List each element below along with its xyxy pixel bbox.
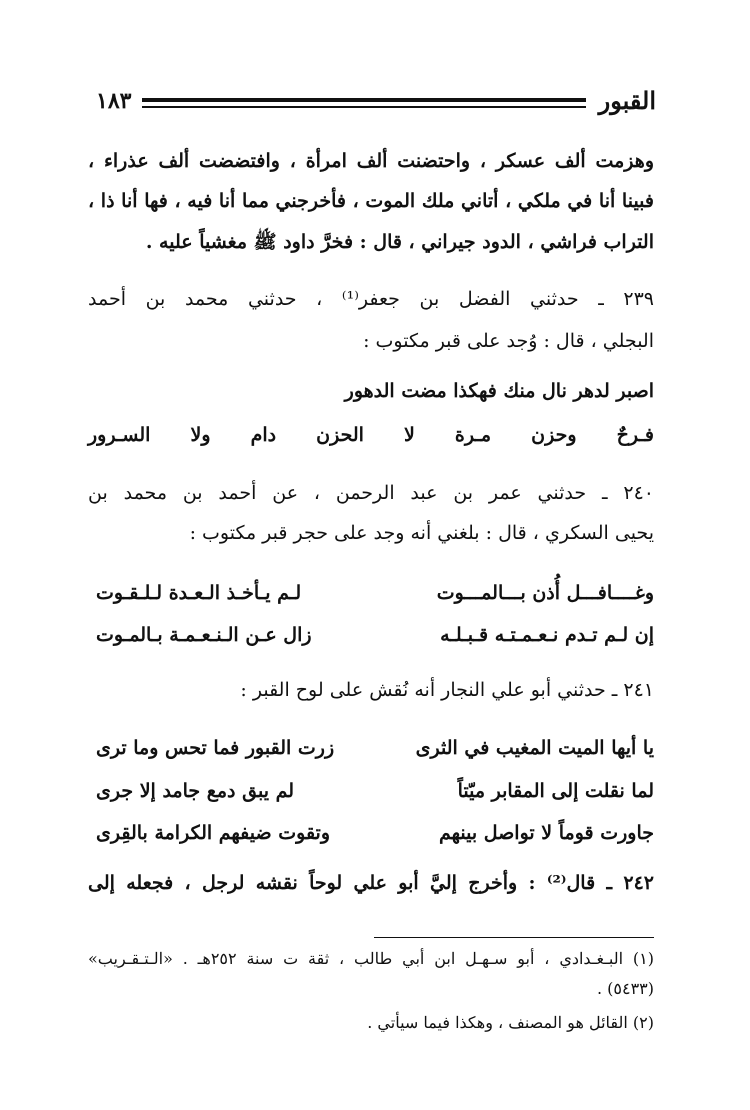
footnote-1: (١) البـغـدادي ، أبو سـهـل ابن أبي طالب ، ثقة ت سنة ٢٥٢هـ . «الـتـقـريب» <box>88 949 654 968</box>
verse-second-hemistich: وتقوت ضيفهم الكرامة بالقِرى <box>96 822 331 844</box>
verse-first-hemistich: إن لـم تـدم نـعـمـتـه قـبـلـه <box>440 624 654 646</box>
text-line: التراب فراشي ، الدود جيراني ، قال : فخرَّ داود ﷺ مغشياً عليه . <box>145 231 654 253</box>
text-line: البجلي ، قال : وُجد على قبر مكتوب : <box>363 330 654 352</box>
page-header <box>96 86 656 122</box>
poem-line: اصبر لدهر نال منك فهكذا مضت الدهور <box>344 380 654 402</box>
narration-239: ٢٣٩ ـ حدثني الفضل بن جعفر⁽¹⁾ ، حدثني محمد بن أحمد <box>88 288 654 310</box>
header-rule <box>142 98 586 108</box>
page-number: ١٨٣ <box>96 88 132 114</box>
text-line: وهزمت ألف عسكر ، واحتضنت ألف امرأة ، وافتضضت ألف عذراء ، <box>88 150 654 172</box>
verse-first-hemistich: وغــــافـــل أُذن بـــالمـــوت <box>436 582 654 604</box>
narration-241: ٢٤١ ـ حدثني أبو علي النجار أنه نُقش على لوح القبر : <box>240 679 654 701</box>
verse-first-hemistich: جاورت قوماً لا تواصل بينهم <box>439 822 654 844</box>
footnote-2: (٢) القائل هو المصنف ، وهكذا فيما سيأتي . <box>367 1013 654 1032</box>
verse-second-hemistich: لـم يـأخـذ الـعـدة لـلـقـوت <box>96 582 302 604</box>
running-title: القبور <box>598 86 656 115</box>
footnote-1-continued: (٥٤٣٣) . <box>596 979 654 998</box>
narration-242: ٢٤٢ ـ قال⁽²⁾ : وأخرج إليَّ أبو علي لوحاً نقشه لرجل ، فجعله إلى <box>88 872 654 894</box>
text-line: فبينا أنا في ملكي ، أتاني ملك الموت ، فأخرجني مما أنا فيه ، فها أنا ذا ، <box>88 190 654 212</box>
narration-240: ٢٤٠ ـ حدثني عمر بن عبد الرحمن ، عن أحمد بن محمد بن <box>88 482 654 504</box>
verse-first-hemistich: لما نقلت إلى المقابر ميّتاً <box>457 780 654 802</box>
verse-second-hemistich: لم يبق دمع جامد إلا جرى <box>96 780 295 802</box>
verse-second-hemistich: زال عـن الـنـعـمـة بـالمـوت <box>96 624 312 646</box>
text-line: يحيى السكري ، قال : بلغني أنه وجد على حجر قبر مكتوب : <box>189 522 654 544</box>
poem-line: فـرحٌ وحزن مـرة لا الحزن دام ولا السـرور <box>88 424 654 446</box>
footnote-separator <box>374 937 654 938</box>
verse-second-hemistich: زرت القبور فما تحس وما ترى <box>96 737 335 759</box>
verse-first-hemistich: يا أيها الميت المغيب في الثرى <box>415 737 654 759</box>
